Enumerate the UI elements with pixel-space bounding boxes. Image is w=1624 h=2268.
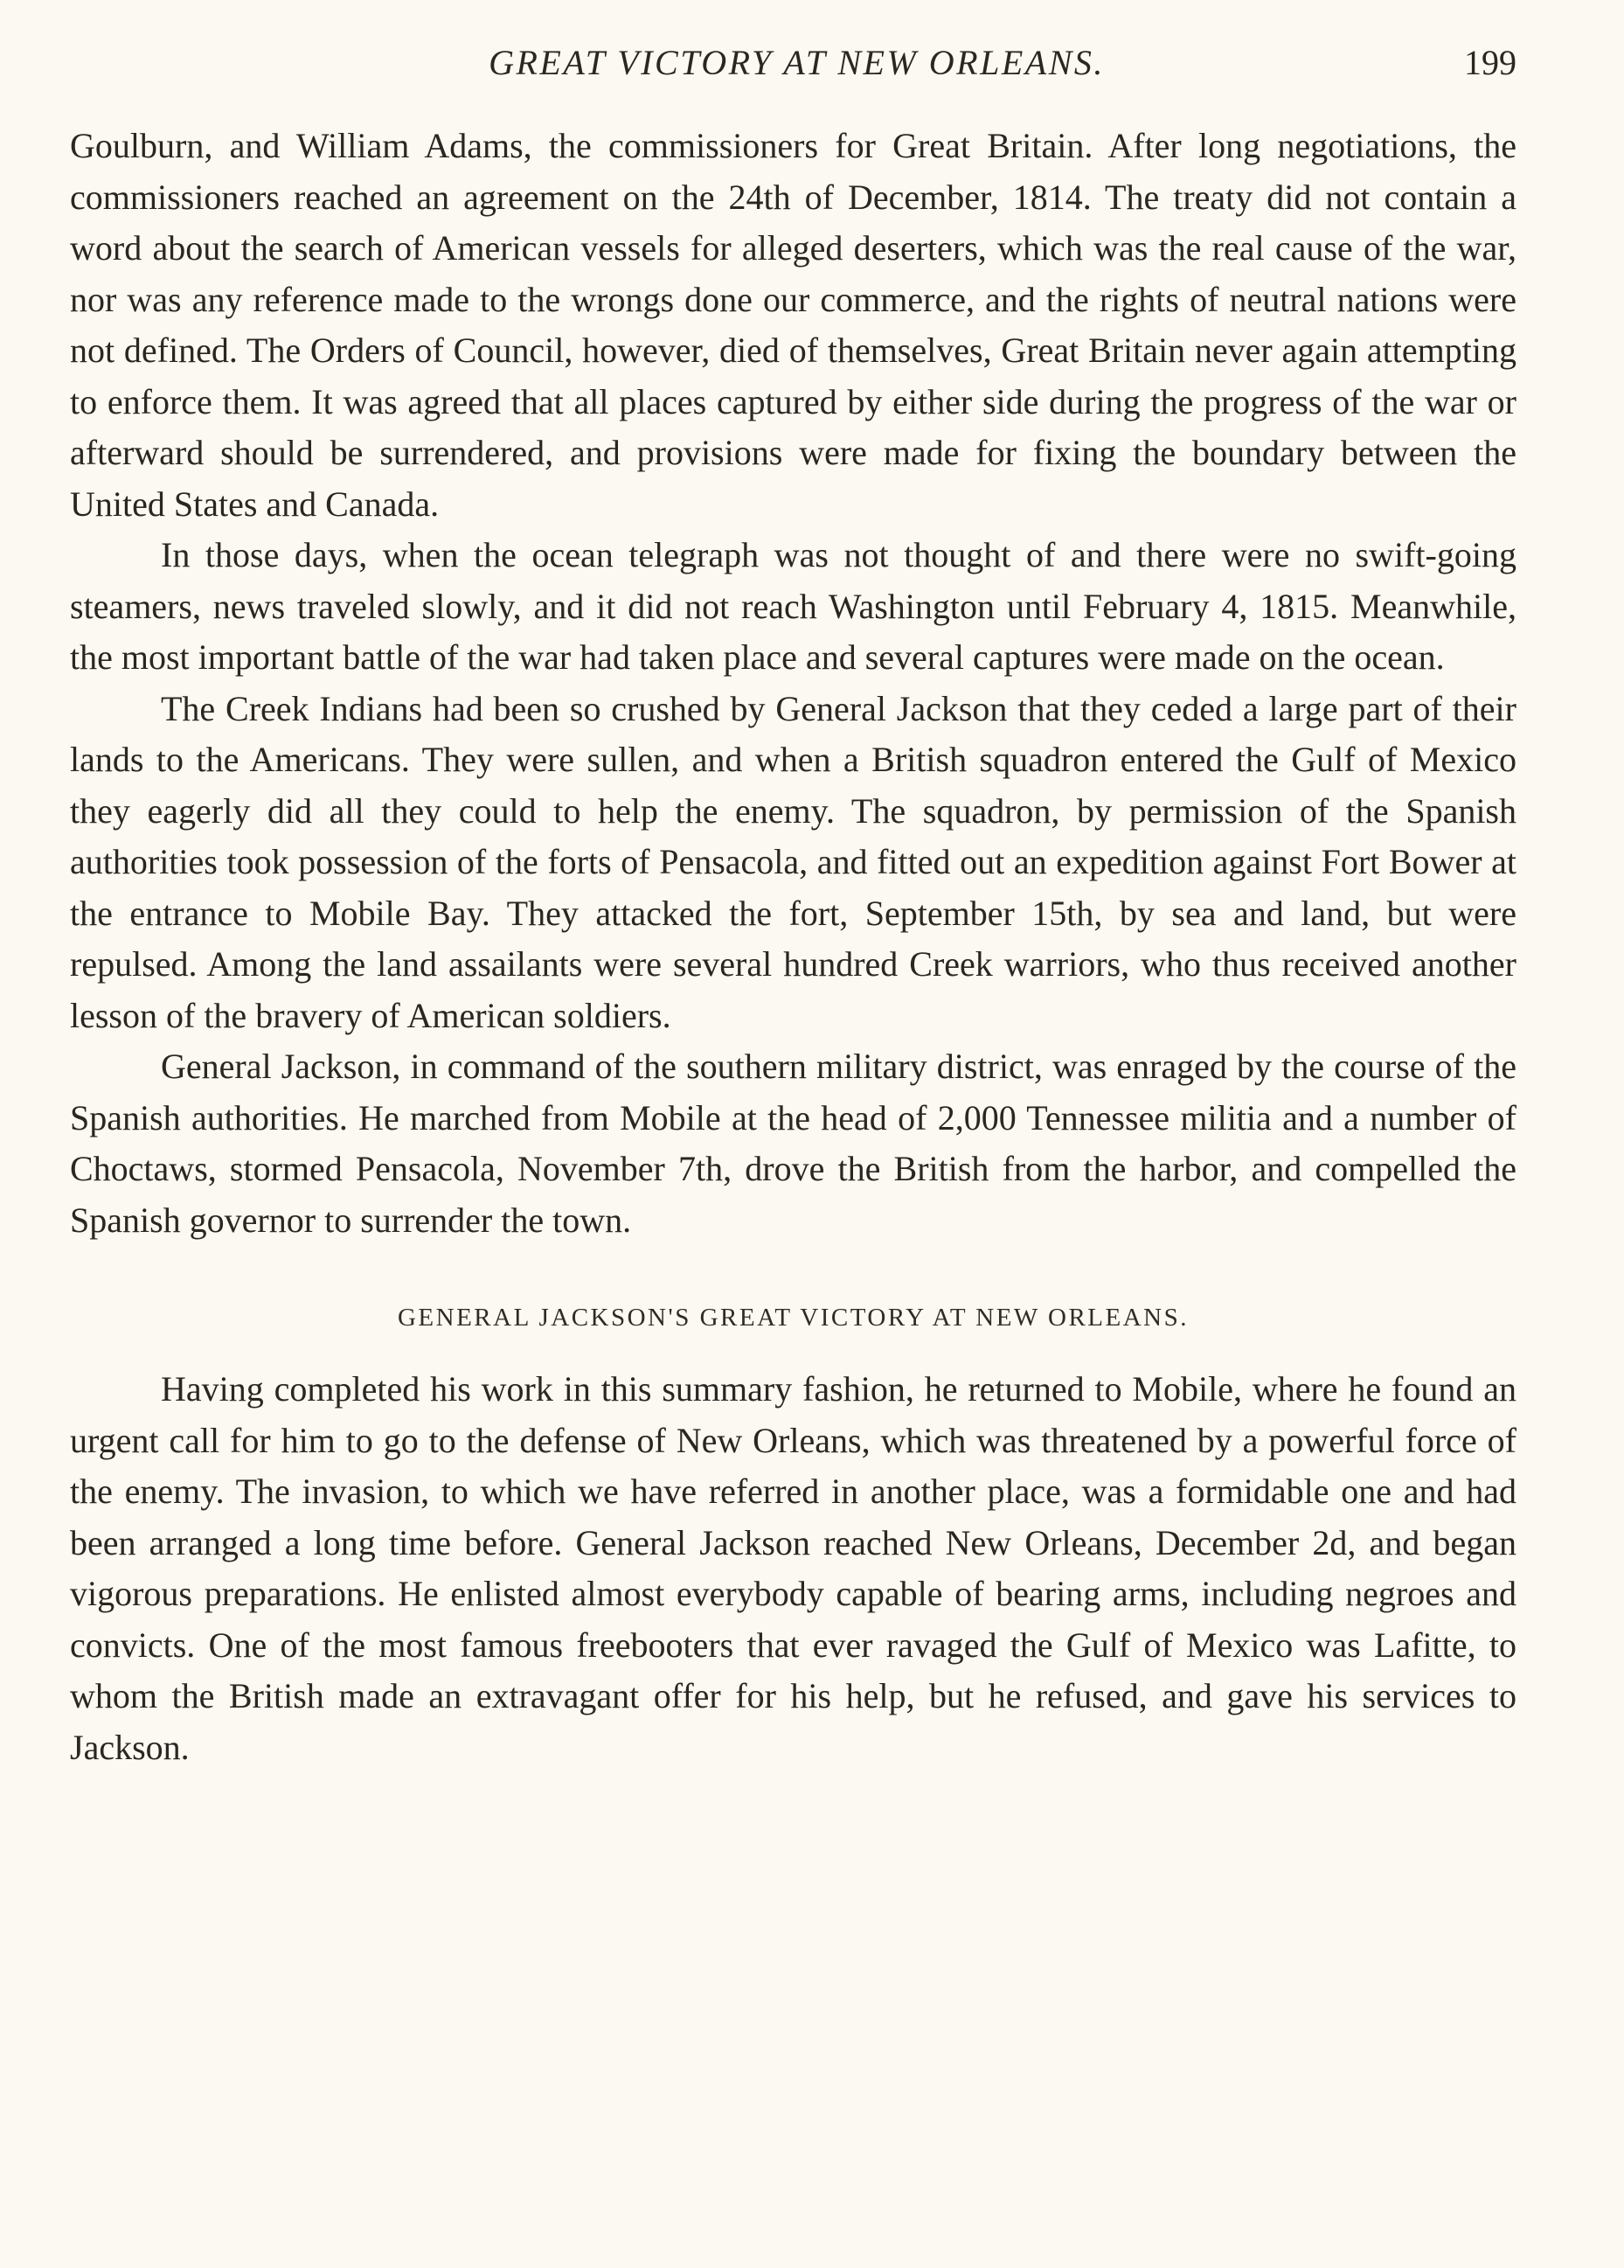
paragraph-news-travel: In those days, when the ocean telegraph was not thought of and there were no swift-going steamers, news traveled slowly, and it did not reach Washington until February 4, 1815. Meanwhile, the most important battle of the war had taken place and several captures were made on the ocean. (70, 535, 1516, 677)
paragraph-jackson-pensacola: General Jackson, in command of the southern military district, was enraged by the course of the Spanish authorities. He marched from Mobile at the head of 2,000 Tennessee militia and a number of Choctaws, stormed Pensacola, November 7th, drove the British from the harbor, and compelled the Spanish governor to surrender the town. (70, 1047, 1516, 1240)
paragraph-continued: Goulburn, and William Adams, the commissioners for Great Britain. After long negotiations, the commissioners reached an agreement on the 24th of December, 1814. The treaty did not contain a word about the search of American vessels for alleged deserters, which was the real cause of the war, nor was any reference made to the wrongs done our commerce, and the rights of neutral nations were not defined. The Orders of Council, however, died of themselves, Great Britain never again attempting to enforce them. It was agreed that all places captured by either side during the progress of the war or afterward should be surrendered, and provisions were made for fixing the boundary between the United States and Canada. (70, 126, 1516, 524)
section-heading: GENERAL JACKSON'S GREAT VICTORY AT NEW ORLEANS. (397, 1304, 1189, 1332)
page-header (70, 37, 1516, 89)
paragraph-creek-indians: The Creek Indians had been so crushed by General Jackson that they ceded a large part of their lands to the Americans. They were sullen, and when a British squadron entered the Gulf of Mexico they eagerly did all they could to help the enemy. The squadron, by permission of the Spanish authorities took possession of the forts of Pensacola, and fitted out an expedition against Fort Bower at the entrance to Mobile Bay. They attacked the fort, September 15th, by sea and land, but were repulsed. Among the land assailants were several hundred Creek warriors, who thus received another lesson of the bravery of American soldiers. (70, 688, 1516, 1035)
running-title: GREAT VICTORY AT NEW ORLEANS. (489, 43, 1105, 82)
page-body (70, 121, 1516, 1773)
paragraph-new-orleans: Having completed his work in this summary fashion, he returned to Mobile, where he found an urgent call for him to go to the defense of New Orleans, which was threatened by a powerful force of the enemy. The invasion, to which we have referred in another place, was a formidable one and had been arranged a long time before. General Jackson reached New Orleans, December 2d, and began vigorous preparations. He enlisted almost everybody capable of bearing arms, including negroes and convicts. One of the most famous freebooters that ever ravaged the Gulf of Mexico was Lafitte, to whom the British made an extravagant offer for his help, but he refused, and gave his services to Jackson. (70, 1369, 1516, 1767)
page-number: 199 (1464, 43, 1516, 82)
